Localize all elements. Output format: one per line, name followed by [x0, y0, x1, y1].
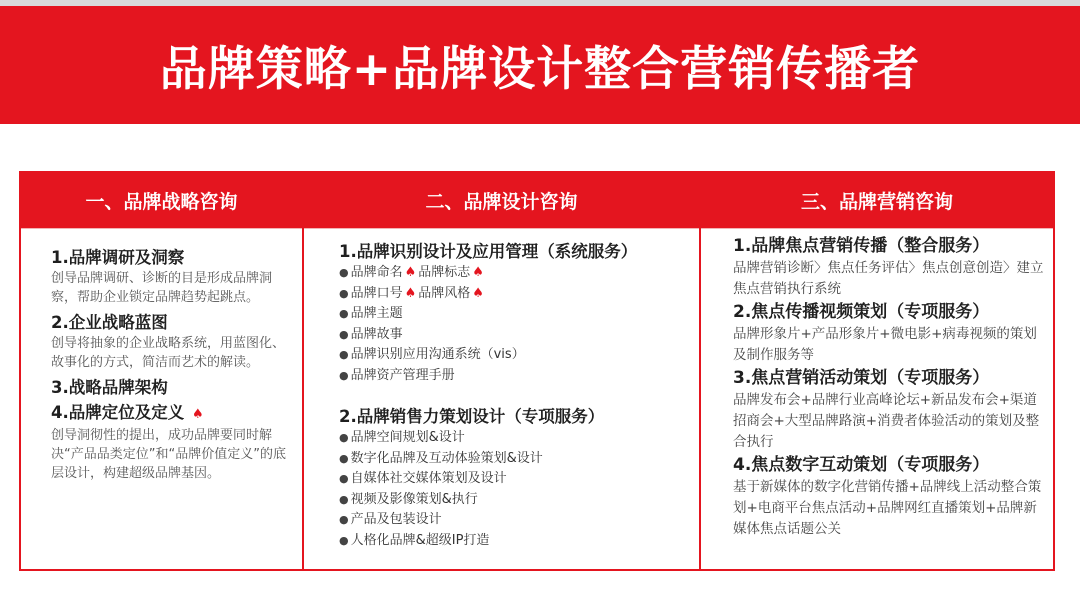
column-brand-strategy: [21, 173, 302, 569]
list-item: [339, 490, 693, 511]
bullet-text: 品牌主题: [350, 306, 403, 321]
bullet-text: 视频及影像策划&执行: [350, 491, 478, 507]
item-title: 1.品牌调研及洞察: [51, 248, 185, 267]
bullet-dot-icon: ●: [339, 513, 349, 526]
list-item: [339, 325, 693, 346]
column-header: 一、品牌战略咨询: [21, 173, 302, 229]
list-item: [339, 510, 693, 531]
bullet-dot-icon: ●: [339, 472, 349, 485]
item-title-with-mark: [51, 401, 292, 426]
spade-icon: ♠: [404, 285, 417, 301]
item-title: 1.品牌焦点营销传播（整合服务）: [733, 236, 990, 256]
column-brand-marketing: [699, 173, 1053, 569]
bullet-text: 品牌命名: [350, 265, 403, 280]
bullet-text: 自媒体社交媒体策划及设计: [350, 471, 507, 486]
bullet-dot-icon: ●: [339, 533, 349, 547]
item-title: 3.焦点营销活动策划（专项服务）: [733, 368, 990, 388]
bullet-text: 品牌识别应用沟通系统（vis）: [350, 347, 525, 362]
item-title: 2.焦点传播视频策划（专项服务）: [733, 302, 990, 322]
bullet-text: 产品及包装设计: [350, 512, 442, 527]
column-body: [701, 228, 1053, 569]
bullet-text: 品牌空间规划&设计: [350, 430, 465, 445]
item-title: 2.企业战略蓝图: [51, 313, 168, 332]
bullet-dot-icon: ●: [339, 368, 349, 382]
item-title: 4.焦点数字互动策划（专项服务）: [733, 455, 990, 475]
item-text: 品牌发布会+品牌行业高峰论坛+新品发布会+渠道招商会+大型品牌路演+消费者体验活动的策划及整合执行: [733, 392, 1040, 450]
column-header: 二、品牌设计咨询: [304, 173, 699, 229]
page-title: 品牌策略+品牌设计整合营销传播者: [159, 41, 921, 97]
column-body: [304, 228, 699, 569]
services-panel: [19, 171, 1055, 571]
list-item: [339, 263, 693, 284]
bullet-dot-icon: ●: [339, 431, 349, 444]
column-brand-design: [302, 173, 699, 569]
item-text: 基于新媒体的数字化营销传播+品牌线上活动整合策划+电商平台焦点活动+品牌网红直播策划+品牌新媒体焦点话题公关: [733, 479, 1042, 537]
list-item: [339, 345, 693, 366]
list-item: [339, 304, 693, 325]
bullet-dot-icon: ●: [339, 348, 349, 361]
bullet-dot-icon: ●: [339, 286, 349, 300]
item-text: 创导洞彻性的提出，成功品牌要同时解决“产品品类定位”和“品牌价值定义”的底层设计，构建超级品牌基因。: [51, 428, 286, 481]
item-title: 4.品牌定位及定义: [51, 403, 185, 422]
bullet-dot-icon: ●: [339, 307, 349, 320]
spade-icon: ♠: [472, 285, 484, 301]
list-item: [339, 284, 693, 305]
item-text: 创导将抽象的企业战略系统，用蓝图化、故事化的方式，简洁而艺术的解读。: [51, 336, 286, 370]
bullet-dot-icon: ●: [339, 492, 349, 506]
bullet-dot-icon: ●: [339, 451, 349, 465]
bullet-text: 品牌口号: [350, 285, 403, 301]
bullet-text: 品牌标志: [418, 265, 471, 280]
item-text: 品牌形象片+产品形象片+微电影+病毒视频的策划及制作服务等: [733, 326, 1037, 363]
list-item: [339, 449, 693, 470]
list-item: [339, 531, 693, 552]
column-header: 三、品牌营销咨询: [701, 173, 1053, 229]
bullet-dot-icon: ●: [339, 266, 349, 279]
bullet-text: 数字化品牌及互动体验策划&设计: [350, 450, 543, 466]
list-item: [339, 428, 693, 449]
spade-icon: ♠: [192, 407, 204, 422]
list-item: [339, 469, 693, 490]
bullet-dot-icon: ●: [339, 327, 349, 341]
list-item: [339, 366, 693, 387]
bullet-text: 品牌故事: [350, 326, 403, 342]
title-banner: [0, 6, 1080, 124]
section-title: 1.品牌识别设计及应用管理（系统服务）: [339, 242, 638, 261]
item-title: 3.战略品牌架构: [51, 378, 168, 397]
item-text: 品牌营销诊断〉焦点任务评估〉焦点创意创造〉建立焦点营销执行系统: [733, 260, 1044, 297]
spade-icon: ♠: [472, 265, 484, 280]
column-body: [21, 228, 302, 569]
bullet-text: 品牌资产管理手册: [350, 367, 455, 383]
spade-icon: ♠: [404, 265, 417, 280]
item-text: 创导品牌调研、诊断的目是形成品牌洞察，帮助企业锁定品牌趋势起跳点。: [51, 271, 273, 305]
section-title: 2.品牌销售力策划设计（专项服务）: [339, 407, 605, 426]
bullet-text: 人格化品牌&超级IP打造: [350, 532, 490, 548]
bullet-text: 品牌风格: [418, 285, 471, 301]
